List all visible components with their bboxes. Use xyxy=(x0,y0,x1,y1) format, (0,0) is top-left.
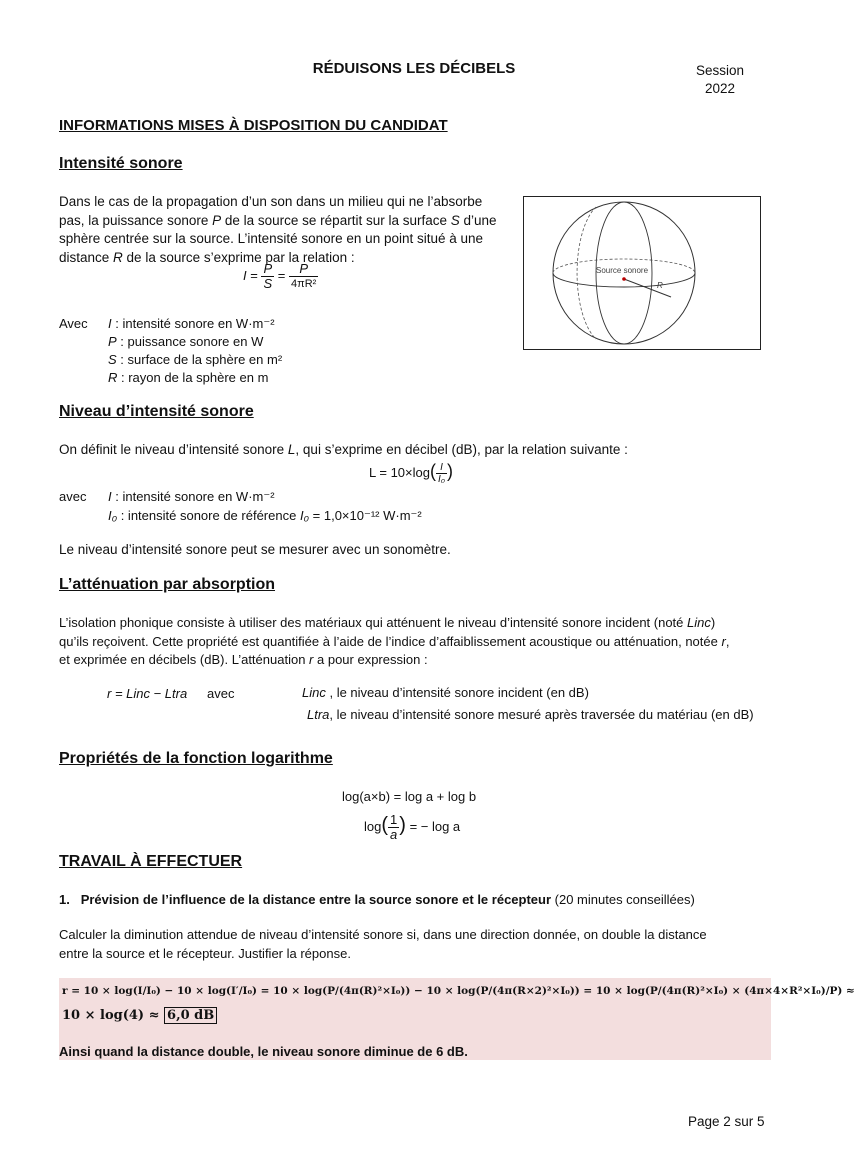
niveau-def-list xyxy=(108,487,528,525)
fraction-p-over-s: $\frac{P}{S}$ xyxy=(263,261,273,291)
answer-line-2: 10 × log(4) ≈ 6,0 dB xyxy=(62,1008,217,1023)
attenuation-line-1: L’isolation phonique consiste à utiliser des matériaux qui atténuent le niveau d’intensité sonore incident (noté Linc) xyxy=(59,615,716,630)
heading-attenuation: L’atténuation par absorption xyxy=(59,576,276,593)
session-year: 2022 xyxy=(704,81,736,96)
source-sonore-label: Source sonore xyxy=(596,266,649,275)
source-point xyxy=(622,277,626,281)
sphere-meridian-back xyxy=(577,207,596,339)
heading-intensite-sonore: Intensité sonore xyxy=(59,155,183,172)
avec-label: Avec xyxy=(59,316,88,331)
question-1-line-2: entre la source et le récepteur. Justifier la réponse. xyxy=(59,945,351,961)
section-heading-informations: INFORMATIONS MISES À DISPOSITION DU CANDIDAT xyxy=(59,117,448,134)
log-product-property: log(a×b) = log a + log b xyxy=(342,789,477,804)
answer-line-1: r = 10 × log(I/I₀) − 10 × log(I′/I₀) = 10 × log(P/(4π(R)²×I₀)) − 10 × log(P/(4π(R×2)²×I₀)) = 10 × log(P/(4π(R)²×I₀) × (4π×4×R²×I₀)/P) ≈ xyxy=(62,985,855,997)
avec-label-3: avec xyxy=(207,686,235,701)
intensite-paragraph xyxy=(59,193,514,267)
document-title: RÉDUISONS LES DÉCIBELS xyxy=(312,60,516,77)
avec-label-2: avec xyxy=(59,489,87,504)
def-reference: I₀ : intensité sonore de référence I₀ = 1,0×10⁻¹² W·m⁻² xyxy=(108,508,422,523)
page-number: Page 2 sur 5 xyxy=(688,1114,765,1129)
attenuation-formula: r = Linc − Ltra xyxy=(107,686,188,701)
intensite-line-2: pas, la puissance sonore P de la source se répartit sur la surface S d’une xyxy=(59,212,497,228)
radius-label: R xyxy=(657,281,663,290)
question-1-title: 1. Prévision de l’influence de la distance entre la source sonore et le récepteur (20 minutes conseillées) xyxy=(59,892,695,907)
niveau-paragraph: On définit le niveau d’intensité sonore L, qui s’exprime en décibel (dB), par la relation suivante : xyxy=(59,442,628,457)
fraction-p-over-4pir2: $\frac{P}{\text{4πR²}}$ xyxy=(290,261,317,290)
answer-result: 6,0 dB xyxy=(164,1007,217,1024)
question-1-line-1: Calculer la diminution attendue de niveau d’intensité sonore si, dans une direction donnée, on double la distance xyxy=(59,927,707,942)
session-label xyxy=(682,62,758,98)
definitions-list xyxy=(108,315,368,387)
sphere-illustration xyxy=(524,197,760,349)
intensity-formula: I = $\frac{P}{S}$ = $\frac{P}{\text{4πR²}}$ xyxy=(243,261,317,291)
attenuation-line-2: qu’ils reçoivent. Cette propriété est quantifiée à l’aide de l’indice d’affaiblissement acoustique ou atténuation, notée r, xyxy=(59,633,730,649)
question-1-text xyxy=(59,926,779,963)
attenuation-line-3: et exprimée en décibels (dB). L’atténuation r a pour expression : xyxy=(59,652,428,667)
intensite-line-3: sphère centrée sur la source. L’intensité sonore en un point situé à une xyxy=(59,231,484,246)
attenuation-definitions xyxy=(302,682,782,726)
def-intensite: I : intensité sonore en W·m⁻² xyxy=(108,489,275,504)
sonometre-sentence: Le niveau d’intensité sonore peut se mesurer avec un sonomètre. xyxy=(59,542,451,557)
heading-logarithme: Propriétés de la fonction logarithme xyxy=(59,750,333,767)
attenuation-paragraph xyxy=(59,614,774,670)
niveau-formula: L = 10×log( $\frac{I}{\text{I₀}}$ ) xyxy=(369,461,453,486)
def-ltra: Ltra, le niveau d’intensité sonore mesuré après traversée du matériau (en dB) xyxy=(307,707,754,722)
fraction-i-over-i0: $\frac{I}{\text{I₀}}$ xyxy=(437,462,445,486)
intensite-line-4: distance R de la source s’exprime par la relation : xyxy=(59,249,355,265)
answer-box xyxy=(59,978,855,1060)
def-r: R : rayon de la sphère en m xyxy=(108,370,269,385)
heading-niveau-intensite: Niveau d’intensité sonore xyxy=(59,403,254,420)
fraction-1-over-a: $\frac{1}{a}$ xyxy=(390,812,398,842)
radius-line xyxy=(624,279,671,297)
intensite-line-1: Dans le cas de la propagation d’un son dans un milieu qui ne l’absorbe xyxy=(59,194,483,209)
def-p: P : puissance sonore en W xyxy=(108,334,264,349)
def-i: I : intensité sonore en W·m⁻² xyxy=(108,316,275,331)
def-linc: Linc , le niveau d’intensité sonore incident (en dB) xyxy=(302,685,589,700)
def-s: S : surface de la sphère en m² xyxy=(108,352,283,367)
answer-conclusion: Ainsi quand la distance double, le niveau sonore diminue de 6 dB. xyxy=(59,1044,468,1059)
log-inverse-property: log( $\frac{1}{a}$ ) = − log a xyxy=(364,812,461,842)
heading-travail: TRAVAIL À EFFECTUER xyxy=(59,853,243,870)
sphere-diagram xyxy=(523,196,761,350)
session-word: Session xyxy=(695,63,745,78)
